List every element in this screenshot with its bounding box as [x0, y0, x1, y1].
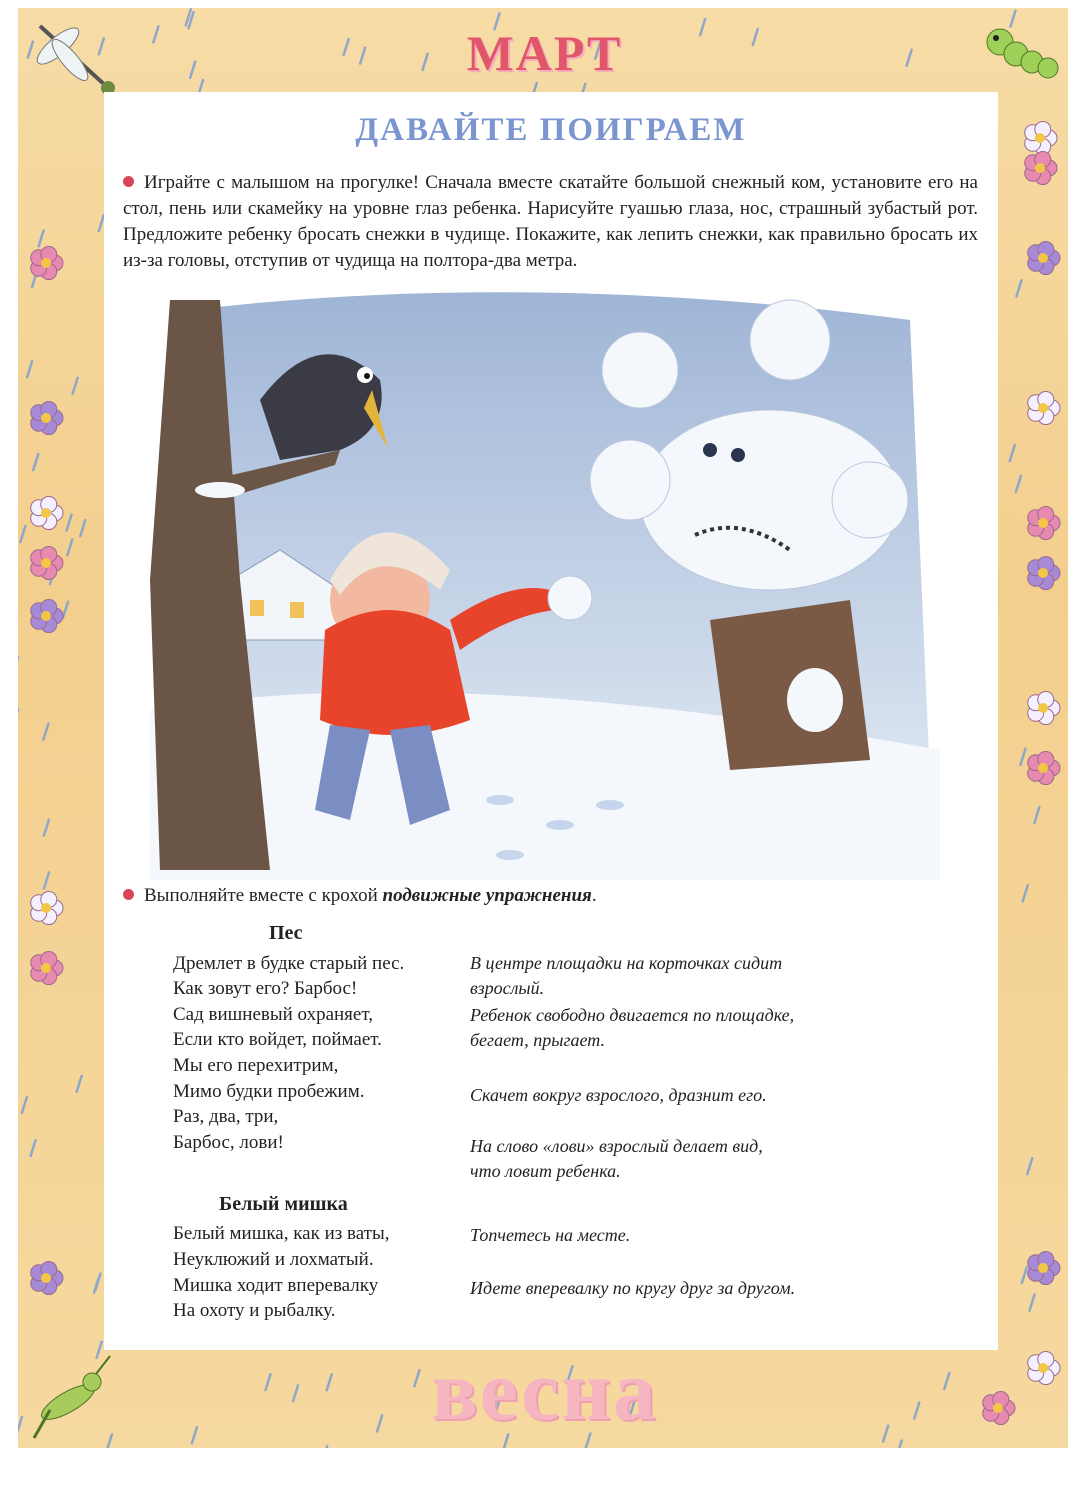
poem-instruction: Идете вперевалку по кругу друг за другом.: [470, 1278, 796, 1298]
bullet-icon: [123, 889, 134, 900]
raindrop: [39, 230, 44, 246]
flower-icon: [1028, 751, 1060, 784]
exercises-lead-text: Выполняйте вместе с крохой: [144, 885, 378, 906]
poem-instruction: Скачет вокруг взрослого, дразнит его.: [470, 1085, 767, 1105]
raindrop: [31, 1140, 36, 1156]
flower-icon: [31, 1261, 63, 1294]
raindrop: [43, 724, 48, 740]
poem-line: Мы его перехитрим,: [173, 1055, 339, 1076]
raindrop: [897, 1441, 902, 1448]
poem-line: Мимо будки пробежим.: [173, 1081, 365, 1102]
poem-instruction: Ребенок свободно двигается по площадке,: [470, 1005, 795, 1025]
poem-instruction: В центре площадки на корточках сидит: [470, 953, 783, 973]
poem-line: Неуклюжий и лохматый.: [173, 1249, 374, 1270]
month-title: МАРТ: [466, 25, 623, 81]
season-title: весна: [431, 1342, 658, 1438]
flower-icon: [1028, 1251, 1060, 1284]
flower-icon: [31, 246, 63, 279]
bullet-icon: [123, 176, 134, 187]
poem-title: Белый мишка: [219, 1193, 348, 1215]
raindrop: [73, 378, 78, 394]
raindrop: [1010, 445, 1015, 461]
raindrop: [22, 1097, 27, 1113]
flower-icon: [1025, 121, 1057, 154]
winter-illustration: [150, 280, 940, 880]
raindrop: [1034, 807, 1039, 823]
flower-icon: [31, 546, 63, 579]
poem-instruction: На слово «лови» взрослый делает вид,: [470, 1136, 763, 1156]
intro-text: Играйте с малышом на прогулке! Сначала вместе скатайте большой снежный ком, установите его на стол, пень или скамейку на уровне глаз ребенка. Нарисуйте гуашью глаза, нос, страшный зубастый рот. Предложите ребенку бросать снежки в чудище. Покажите, как лепить снежки, как правильно бросать их из-за головы, отступив от чудища на полтора-два метра.: [123, 172, 978, 271]
raindrop: [1016, 280, 1021, 296]
raindrop: [77, 1076, 82, 1092]
exercises-lead-end: .: [591, 885, 597, 906]
flower-icon: [1028, 391, 1060, 424]
flower-icon: [1028, 506, 1060, 539]
poem-line: Раз, два, три,: [173, 1106, 279, 1127]
flower-icon: [31, 496, 63, 529]
poem-line: Если кто войдет, поймает.: [173, 1029, 382, 1050]
poem-line: Как зовут его? Барбос!: [173, 978, 358, 999]
poem-instruction: бегает, прыгает.: [470, 1030, 605, 1050]
flower-icon: [31, 891, 63, 924]
raindrop: [44, 873, 49, 889]
flower-icon: [1025, 151, 1057, 184]
poem-line: Сад вишневый охраняет,: [173, 1004, 373, 1025]
raindrop: [1016, 476, 1021, 492]
raindrop: [1023, 885, 1028, 901]
raindrop: [63, 602, 68, 618]
flower-icon: [31, 951, 63, 984]
raindrop: [67, 539, 72, 555]
raindrop: [1022, 1267, 1027, 1283]
exercises-lead: [123, 885, 597, 907]
stump: [710, 600, 870, 770]
raindrop: [33, 454, 38, 470]
poem-line: Барбос, лови!: [173, 1132, 284, 1153]
flower-icon: [1028, 241, 1060, 274]
poem-line: Белый мишка, как из ваты,: [173, 1223, 390, 1244]
poem-line: На охоту и рыбалку.: [173, 1300, 336, 1321]
poem-line: Дремлет в будке старый пес.: [173, 953, 405, 974]
section-heading: ДАВАЙТЕ ПОИГРАЕМ: [355, 112, 747, 148]
poem-instruction: взрослый.: [470, 978, 545, 998]
raindrop: [20, 526, 25, 542]
raindrop: [1030, 1295, 1035, 1311]
poem-instruction: Топчетесь на месте.: [470, 1225, 631, 1245]
raindrop: [80, 520, 85, 536]
raindrop: [1020, 749, 1025, 765]
raindrop: [67, 515, 72, 531]
poem-title: Пес: [269, 922, 303, 944]
raindrop: [44, 820, 49, 836]
flower-icon: [1028, 691, 1060, 724]
flower-icon: [1028, 556, 1060, 589]
exercises-emphasis: подвижные упражнения: [382, 885, 592, 906]
raindrop: [27, 361, 32, 377]
flower-icon: [31, 599, 63, 632]
flower-icon: [31, 401, 63, 434]
poem-line: Мишка ходит вперевалку: [173, 1275, 379, 1296]
intro-paragraph: [123, 170, 978, 274]
raindrop: [322, 1446, 327, 1448]
poem-instruction: что ловит ребенка.: [470, 1161, 621, 1181]
raindrop: [1027, 1158, 1032, 1174]
